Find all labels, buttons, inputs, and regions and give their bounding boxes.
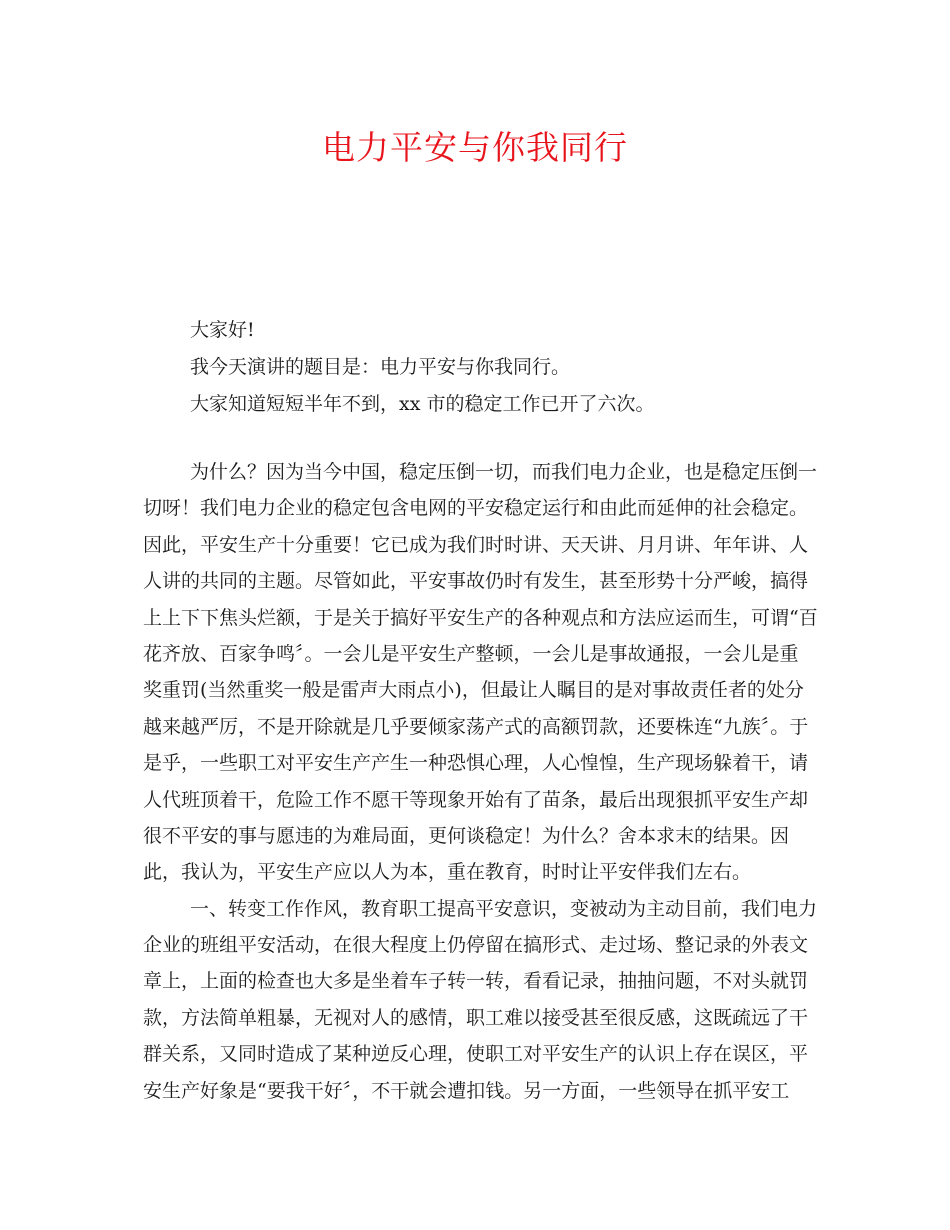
document-title: 电力平安与你我同行 (322, 128, 628, 167)
paragraph-line: 此，我认为，平安生产应以人为本，重在教育，时时让平安伴我们左右。 (143, 861, 752, 884)
paragraph-line: 花齐放、百家争鸣〞。一会儿是平安生产整顿，一会儿是事故通报，一会儿是重 (143, 642, 799, 665)
greeting-line: 大家好! (190, 319, 255, 341)
context-line: 大家知道短短半年不到，xx 市的稳定工作已开了六次。 (190, 393, 655, 415)
paragraph-line: 是乎，一些职工对平安生产产生一种恐惧心理，人心惶惶，生产现场躲着干，请 (143, 752, 809, 775)
paragraph-line: 群关系，又同时造成了某种逆反心理，使职工对平安生产的认识上存在误区，平 (143, 1043, 809, 1066)
paragraph-line: 很不平安的事与愿违的为难局面，更何谈稳定！为什么？舍本求末的结果。因 (143, 824, 790, 847)
intro-block (190, 312, 830, 423)
paragraph-line: 越来越严厉，不是开除就是几乎要倾家荡产式的高额罚款，还要株连“九族〞。于 (143, 715, 809, 738)
paragraph-line: 为什么？因为当今中国，稳定压倒一切，而我们电力企业，也是稳定压倒一 (190, 461, 818, 483)
speech-topic-line: 我今天演讲的题目是：电力平安与你我同行。 (190, 356, 571, 378)
paragraph-line: 奖重罚(当然重奖一般是雷声大雨点小)，但最让人瞩目的是对事故责任者的处分 (143, 679, 804, 702)
paragraph-line: 因此，平安生产十分重要！它已成为我们时时讲、天天讲、月月讲、年年讲、人 (143, 533, 809, 556)
paragraph-line: 切呀！我们电力企业的稳定包含电网的平安稳定运行和由此而延伸的社会稳定。 (143, 497, 809, 520)
document-body (143, 454, 818, 1109)
paragraph-line: 人讲的共同的主题。尽管如此，平安事故仍时有发生，甚至形势十分严峻，搞得 (143, 570, 809, 593)
paragraph-line: 章上，上面的检查也大多是坐着车子转一转，看看记录，抽抽问题，不对头就罚 (143, 970, 809, 993)
paragraph-line: 一、转变工作作风，教育职工提高平安意识，变被动为主动目前，我们电力 (190, 897, 818, 920)
paragraph-line: 安生产好象是“要我干好〞，不干就会遭扣钱。另一方面，一些领导在抓平安工 (143, 1079, 790, 1102)
paragraph-line: 企业的班组平安活动，在很大程度上仍停留在搞形式、走过场、整记录的外表文 (143, 934, 809, 957)
paragraph-line: 人代班顶着干，危险工作不愿干等现象开始有了苗条，最后出现狠抓平安生产却 (143, 788, 809, 811)
paragraph-line: 款，方法简单粗暴，无视对人的感情，职工难以接受甚至很反感，这既疏远了干 (143, 1006, 809, 1029)
paragraph-line: 上上下下焦头烂额，于是关于搞好平安生产的各种观点和方法应运而生，可谓“百 (143, 606, 818, 629)
